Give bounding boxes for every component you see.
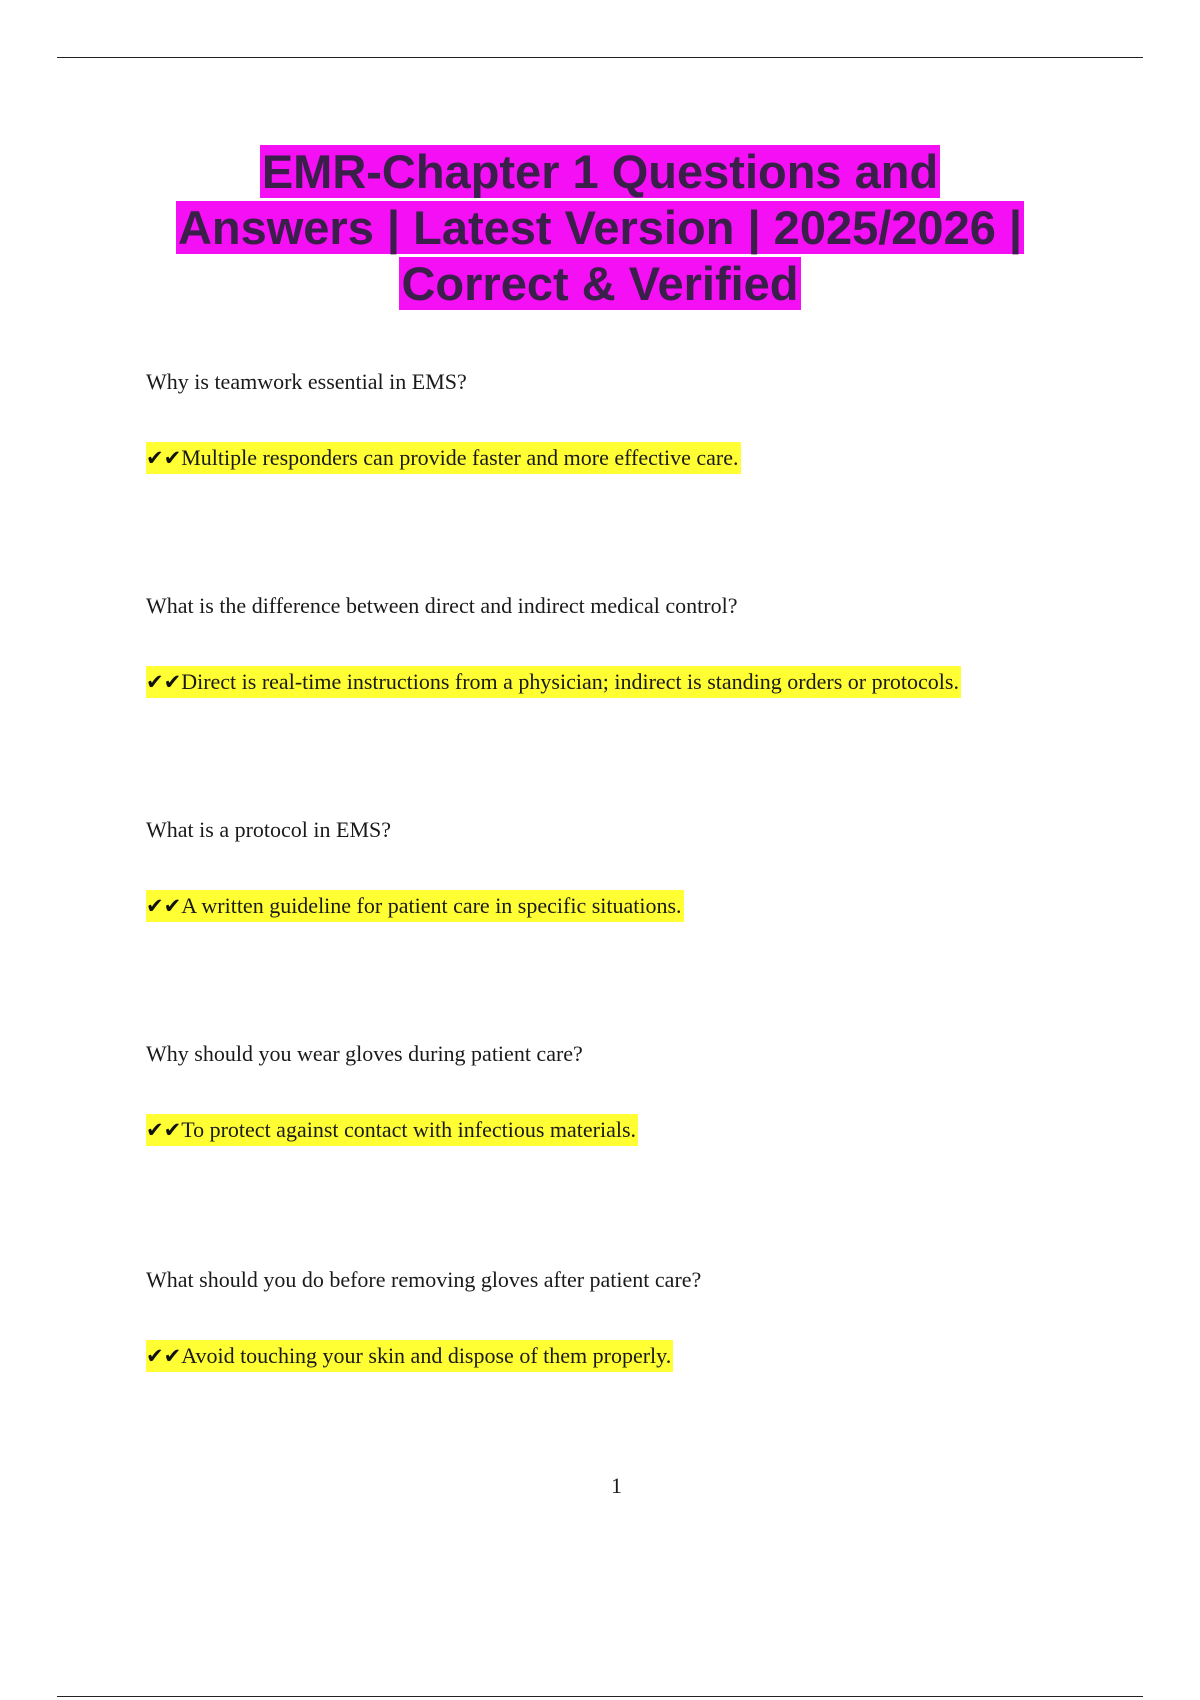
question-text: Why is teamwork essential in EMS? (146, 369, 467, 394)
answer-body: A written guideline for patient care in specific situations. (181, 893, 682, 918)
question-text: What is a protocol in EMS? (146, 817, 392, 842)
answer-body: Avoid touching your skin and dispose of them properly. (181, 1343, 672, 1368)
question-text: What is the difference between direct and indirect medical control? (146, 593, 738, 618)
question-text: What should you do before removing gloves after patient care? (146, 1267, 702, 1292)
answer-body: Multiple responders can provide faster and more effective care. (181, 445, 739, 470)
answer-body: Direct is real-time instructions from a physician; indirect is standing orders or protocols. (181, 669, 959, 694)
title-line-2: Answers | Latest Version | 2025/2026 | (177, 201, 1023, 254)
answer-text (146, 1342, 673, 1370)
page-number: 1 (611, 1473, 622, 1498)
answer-text (146, 444, 741, 472)
qa-item (146, 1266, 1106, 1368)
answer-text (146, 668, 961, 696)
qa-item (146, 1040, 1106, 1142)
answer-text (146, 1116, 638, 1144)
qa-item (146, 368, 1106, 470)
title-line-3: Correct & Verified (401, 257, 799, 310)
check-icon: ✔✔ (146, 670, 182, 694)
footer-rule (57, 1696, 1143, 1697)
check-icon: ✔✔ (146, 894, 182, 918)
check-icon: ✔✔ (146, 1344, 182, 1368)
check-icon: ✔✔ (146, 446, 182, 470)
qa-item (146, 816, 1106, 918)
document-title (120, 144, 1080, 312)
header-rule (57, 57, 1143, 58)
question-text: Why should you wear gloves during patient care? (146, 1041, 583, 1066)
answer-body: To protect against contact with infectious materials. (181, 1117, 637, 1142)
qa-item (146, 592, 1106, 694)
title-line-1: EMR-Chapter 1 Questions and (261, 145, 939, 198)
check-icon: ✔✔ (146, 1118, 182, 1142)
answer-text (146, 892, 684, 920)
